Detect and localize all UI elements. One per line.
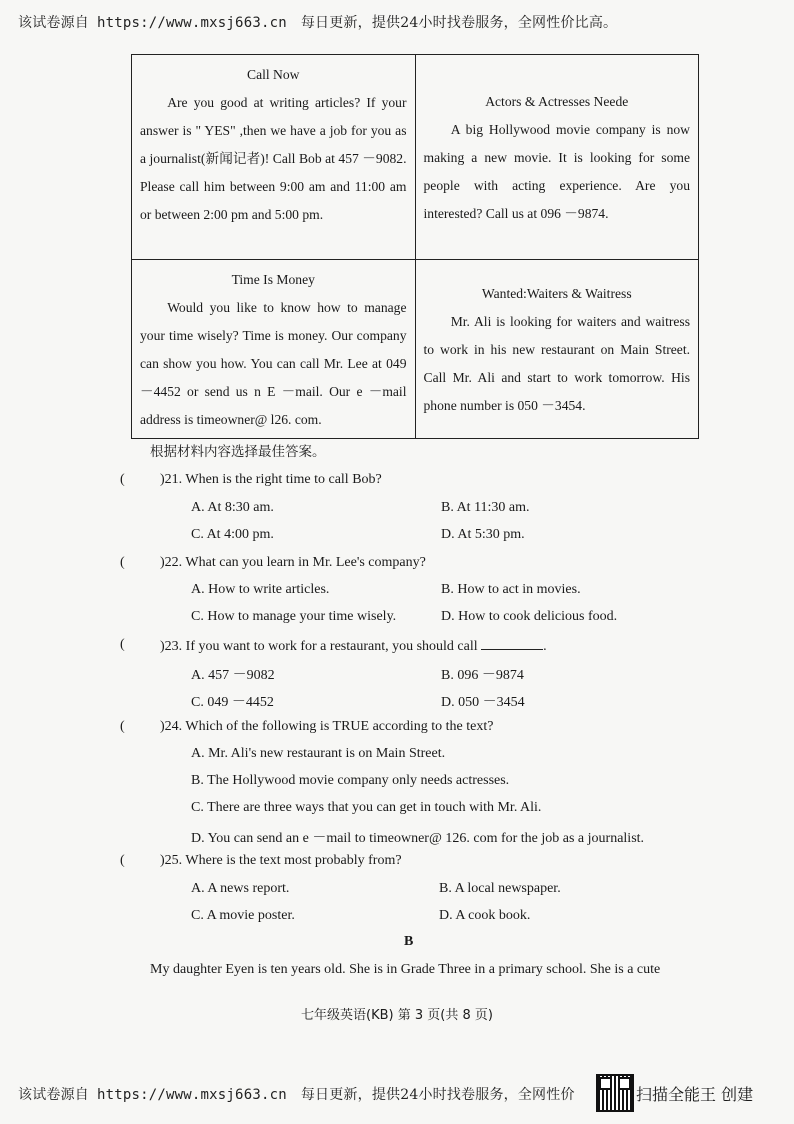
answer-paren[interactable]: ( [120, 555, 125, 570]
option-b: B. The Hollywood movie company only needs actresses. [191, 773, 510, 788]
option-d: D. How to cook delicious food. [441, 609, 618, 624]
option-b: B. How to act in movies. [441, 582, 581, 597]
ad-title: Wanted:Waiters & Waitress [481, 286, 632, 301]
ad-body: Are you good at writing articles? If your answer is " YES" ,then we have a job for you as a journalist(新闻记者)! Call Bob at 457 －9082. Please call him between 9:00 am and 11:00 am or between 2:00 pm and 5:00 pm. [140, 95, 407, 222]
answer-paren[interactable]: ( [120, 719, 125, 734]
ads-table [131, 54, 699, 439]
top-banner [18, 12, 617, 32]
ad-title: Time Is Money [231, 272, 315, 287]
answer-paren[interactable]: ( [120, 472, 125, 487]
ad-time-is-money [132, 260, 416, 439]
answer-paren[interactable]: ( [120, 637, 125, 652]
option-c: C. A movie poster. [191, 908, 295, 923]
ad-call-now [132, 55, 416, 260]
banner-url[interactable]: https://www.mxsj663.cn [97, 15, 287, 31]
scanner-watermark: 扫描全能王 创建 [636, 1085, 754, 1104]
option-d: D. A cook book. [439, 908, 531, 923]
question-stem: )24. Which of the following is TRUE according to the text? [160, 719, 494, 734]
option-a: A. 457 －9082 [191, 668, 275, 683]
question-stem: )21. When is the right time to call Bob? [160, 472, 382, 487]
stem-end: . [543, 639, 547, 654]
option-d: D. 050 －3454 [441, 695, 525, 710]
passage-text: My daughter Eyen is ten years old. She is in Grade Three in a primary school. She is a cute [150, 962, 661, 977]
answer-blank[interactable] [481, 637, 543, 650]
option-c: C. There are three ways that you can get in touch with Mr. Ali. [191, 800, 542, 815]
question-stem: )25. Where is the text most probably from? [160, 853, 402, 868]
ad-body: Would you like to know how to manage your time wisely? Time is money. Our company can show you how. You can call Mr. Lee at 049 －4452 or send us n E －mail. Our e －mail address is timeowner@ l26. com. [140, 300, 407, 427]
option-b: B. A local newspaper. [439, 881, 561, 896]
ad-title: Call Now [247, 67, 300, 82]
option-b: B. 096 －9874 [441, 668, 524, 683]
section-heading: B [404, 934, 414, 949]
option-c: C. 049 －4452 [191, 695, 274, 710]
option-d: D. You can send an e －mail to timeowner@ 126. com for the job as a journalist. [191, 831, 645, 846]
question-stem: )22. What can you learn in Mr. Lee's company? [160, 555, 426, 570]
banner-source: 该试卷源自 [18, 15, 89, 31]
option-a: A. At 8:30 am. [191, 500, 274, 515]
ad-waiters [415, 260, 699, 439]
bottom-banner [18, 1084, 575, 1104]
page-footer: 七年级英语(KB) 第 3 页(共 8 页) [301, 1008, 493, 1023]
question-stem: )23. If you want to work for a restaurant, you should call [160, 639, 478, 654]
banner-url[interactable]: https://www.mxsj663.cn [97, 1087, 287, 1103]
ad-title: Actors & Actresses Neede [485, 94, 629, 109]
ad-body: Mr. Ali is looking for waiters and waitress to work in his new restaurant on Main Street. Call Mr. Ali and start to work tomorrow. His phone number is 050 －3454. [423, 314, 690, 413]
option-b: B. At 11:30 am. [441, 500, 530, 515]
option-a: A. A news report. [191, 881, 290, 896]
ad-actors [415, 55, 699, 260]
answer-paren[interactable]: ( [120, 853, 125, 868]
option-a: A. Mr. Ali's new restaurant is on Main Street. [191, 746, 446, 761]
banner-slogan: 每日更新，提供24小时找卷服务，全网性价比高。 [300, 15, 618, 31]
instruction: 根据材料内容选择最佳答案。 [150, 444, 326, 460]
option-c: C. At 4:00 pm. [191, 527, 274, 542]
banner-slogan: 每日更新，提供24小时找卷服务，全网性价 [300, 1087, 575, 1103]
option-c: C. How to manage your time wisely. [191, 609, 397, 624]
option-a: A. How to write articles. [191, 582, 330, 597]
qr-code-icon[interactable] [596, 1074, 634, 1112]
ad-body: A big Hollywood movie company is now making a new movie. It is looking for some people with acting experience. Are you interested? Call us at 096 －9874. [423, 122, 690, 221]
banner-source: 该试卷源自 [18, 1087, 89, 1103]
option-d: D. At 5:30 pm. [441, 527, 525, 542]
